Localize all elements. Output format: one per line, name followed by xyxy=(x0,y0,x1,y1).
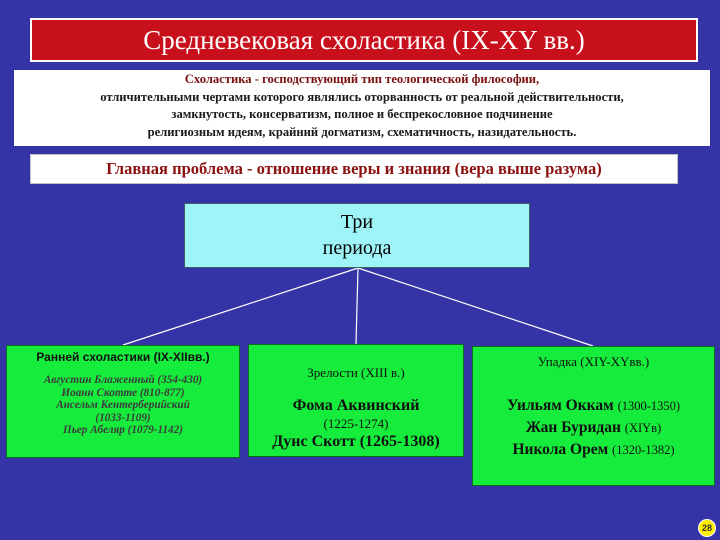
mature-name-scotus: Дунс Скотт (1265-1308) xyxy=(272,433,440,450)
decline-name: Уильям Оккам xyxy=(506,397,614,414)
definition-line-1: Схоластика - господствующий тип теологической философии, xyxy=(184,72,540,86)
early-scholasticism-box xyxy=(6,345,240,458)
decline-name: Жан Буридан xyxy=(525,419,621,436)
early-names xyxy=(7,374,239,437)
definition-line-3: замкнутость, консерватизм, полное и беспрекословное подчинение xyxy=(171,107,553,121)
page-number-badge: 28 xyxy=(698,519,716,537)
slide-title: Средневековая схоластика (IX-XY вв.) xyxy=(30,18,698,62)
early-name: Августин Блаженный (354-430) xyxy=(43,374,203,386)
decline-row xyxy=(473,417,714,439)
decline-row xyxy=(473,439,714,461)
decline-dates: (1300-1350) xyxy=(617,399,681,413)
mature-name-aquinas: Фома Аквинский xyxy=(292,397,420,414)
mature-heading: Зрелости (XIII в.) xyxy=(307,365,405,380)
early-name: Пьер Абеляр (1079-1142) xyxy=(63,424,183,436)
mature-dates-aquinas: (1225-1274) xyxy=(323,416,389,431)
mature-scholasticism-box xyxy=(248,344,464,457)
connector-right xyxy=(358,268,593,346)
periods-line-1: Три xyxy=(340,211,374,233)
decline-dates: (XIYв) xyxy=(624,421,662,435)
connector-left xyxy=(123,268,358,345)
decline-name: Никола Орем xyxy=(512,441,609,458)
early-heading: Ранней схоластики (IX-XIIвв.) xyxy=(36,350,210,364)
definition-line-4: религиозным идеям, крайний догматизм, схематичность, назидательность. xyxy=(147,124,577,139)
early-name: (1033-1109) xyxy=(95,411,151,424)
decline-names xyxy=(473,395,714,461)
early-name: Ансельм Кентерберийский xyxy=(56,399,190,411)
connector-middle xyxy=(356,268,358,344)
decline-dates: (1320-1382) xyxy=(612,443,675,457)
main-problem-banner: Главная проблема - отношение веры и знания (вера выше разума) xyxy=(30,154,678,184)
decline-scholasticism-box xyxy=(472,346,715,486)
definition-line-2: отличительными чертами которого являлись оторванность от реальной действительности, xyxy=(100,89,624,104)
decline-row xyxy=(473,395,714,417)
three-periods-box xyxy=(184,203,530,268)
early-name: Иоанн Скотте (810-877) xyxy=(61,386,185,399)
periods-line-2: периода xyxy=(322,237,392,259)
decline-heading: Упадка (XIY-XYвв.) xyxy=(537,354,650,369)
